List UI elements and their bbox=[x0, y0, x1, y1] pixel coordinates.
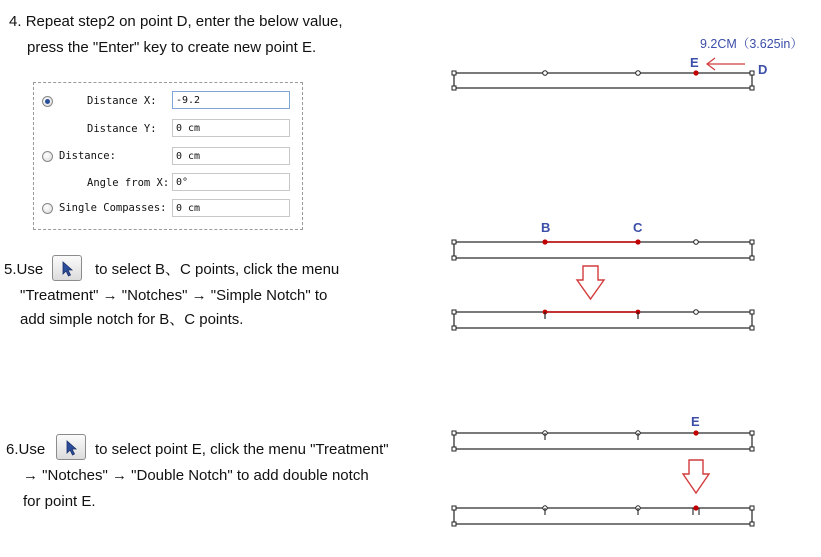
corner-handle bbox=[452, 310, 456, 314]
diagram-step4 bbox=[452, 37, 803, 90]
step6-line1-rest: to select point E, click the menu "Treatment" bbox=[95, 441, 389, 458]
diagram-step5-after bbox=[452, 310, 754, 330]
angle-input[interactable]: 0° bbox=[172, 173, 290, 191]
label-e: E bbox=[691, 414, 700, 429]
corner-handle bbox=[452, 240, 456, 244]
piece-strip-5 bbox=[454, 508, 752, 524]
step5-line3: add simple notch for B、C points. bbox=[20, 311, 244, 328]
diagram-step5-before bbox=[452, 220, 754, 260]
label-b: B bbox=[541, 220, 551, 235]
point-c bbox=[636, 71, 641, 76]
corner-handle bbox=[750, 256, 754, 260]
step4-text1: Repeat step2 on point D, enter the below value, bbox=[25, 13, 343, 30]
step4-number: 4. bbox=[9, 13, 22, 30]
corner-handle bbox=[750, 71, 754, 75]
corner-handle bbox=[452, 522, 456, 526]
down-arrow-icon bbox=[683, 460, 709, 493]
point-e-marker bbox=[693, 70, 698, 75]
step6-number: 6. bbox=[6, 441, 19, 458]
corner-handle bbox=[452, 431, 456, 435]
corner-handle bbox=[452, 71, 456, 75]
step4-line2: press the "Enter" key to create new point E. bbox=[27, 39, 317, 56]
point-e bbox=[694, 310, 699, 315]
step5-line1-rest: to select B、C points, click the menu bbox=[95, 261, 340, 278]
corner-handle bbox=[750, 310, 754, 314]
corner-handle bbox=[452, 326, 456, 330]
single-compasses-label: Single Compasses: bbox=[59, 202, 167, 214]
corner-handle bbox=[750, 86, 754, 90]
corner-handle bbox=[750, 447, 754, 451]
corner-handle bbox=[452, 256, 456, 260]
distance-y-label: Distance Y: bbox=[87, 123, 157, 135]
piece-strip-2 bbox=[454, 242, 752, 258]
corner-handle bbox=[750, 431, 754, 435]
distance-x-input[interactable]: -9.2 bbox=[172, 91, 290, 109]
step6-use: Use bbox=[18, 441, 46, 458]
point-b bbox=[543, 71, 548, 76]
corner-handle bbox=[750, 326, 754, 330]
single-compasses-input[interactable]: 0 cm bbox=[172, 199, 290, 217]
point-b bbox=[542, 239, 547, 244]
distance-label: Distance: bbox=[59, 150, 116, 162]
distance-x-label: Distance X: bbox=[87, 95, 157, 107]
point-e bbox=[693, 505, 698, 510]
distance-input[interactable]: 0 cm bbox=[172, 147, 290, 165]
label-d: D bbox=[758, 62, 768, 77]
piece-strip-4 bbox=[454, 433, 752, 449]
step5-use: Use bbox=[16, 261, 44, 278]
label-c: C bbox=[633, 220, 643, 235]
corner-handle bbox=[750, 522, 754, 526]
step5-line2: "Treatment" → "Notches" → "Simple Notch" to bbox=[20, 287, 328, 304]
step6-line2: → "Notches" → "Double Notch" to add double notch bbox=[23, 467, 369, 484]
piece-strip-3 bbox=[454, 312, 752, 328]
diagram-step6-before bbox=[452, 414, 754, 451]
piece-strip-1 bbox=[454, 73, 752, 88]
step6-line3: for point E. bbox=[23, 493, 96, 510]
diagram-step6-after bbox=[452, 505, 754, 526]
point-e bbox=[694, 240, 699, 245]
angle-label: Angle from X: bbox=[87, 177, 170, 189]
corner-handle bbox=[750, 240, 754, 244]
corner-handle bbox=[452, 86, 456, 90]
corner-handle bbox=[452, 447, 456, 451]
step5-number: 5. bbox=[4, 261, 17, 278]
point-e bbox=[693, 430, 698, 435]
label-e: E bbox=[690, 55, 699, 70]
down-arrow-icon bbox=[577, 266, 604, 299]
point-c bbox=[635, 239, 640, 244]
measure-label: 9.2CM（3.625in） bbox=[700, 37, 803, 51]
corner-handle bbox=[452, 506, 456, 510]
corner-handle bbox=[750, 506, 754, 510]
distance-y-input[interactable]: 0 cm bbox=[172, 119, 290, 137]
